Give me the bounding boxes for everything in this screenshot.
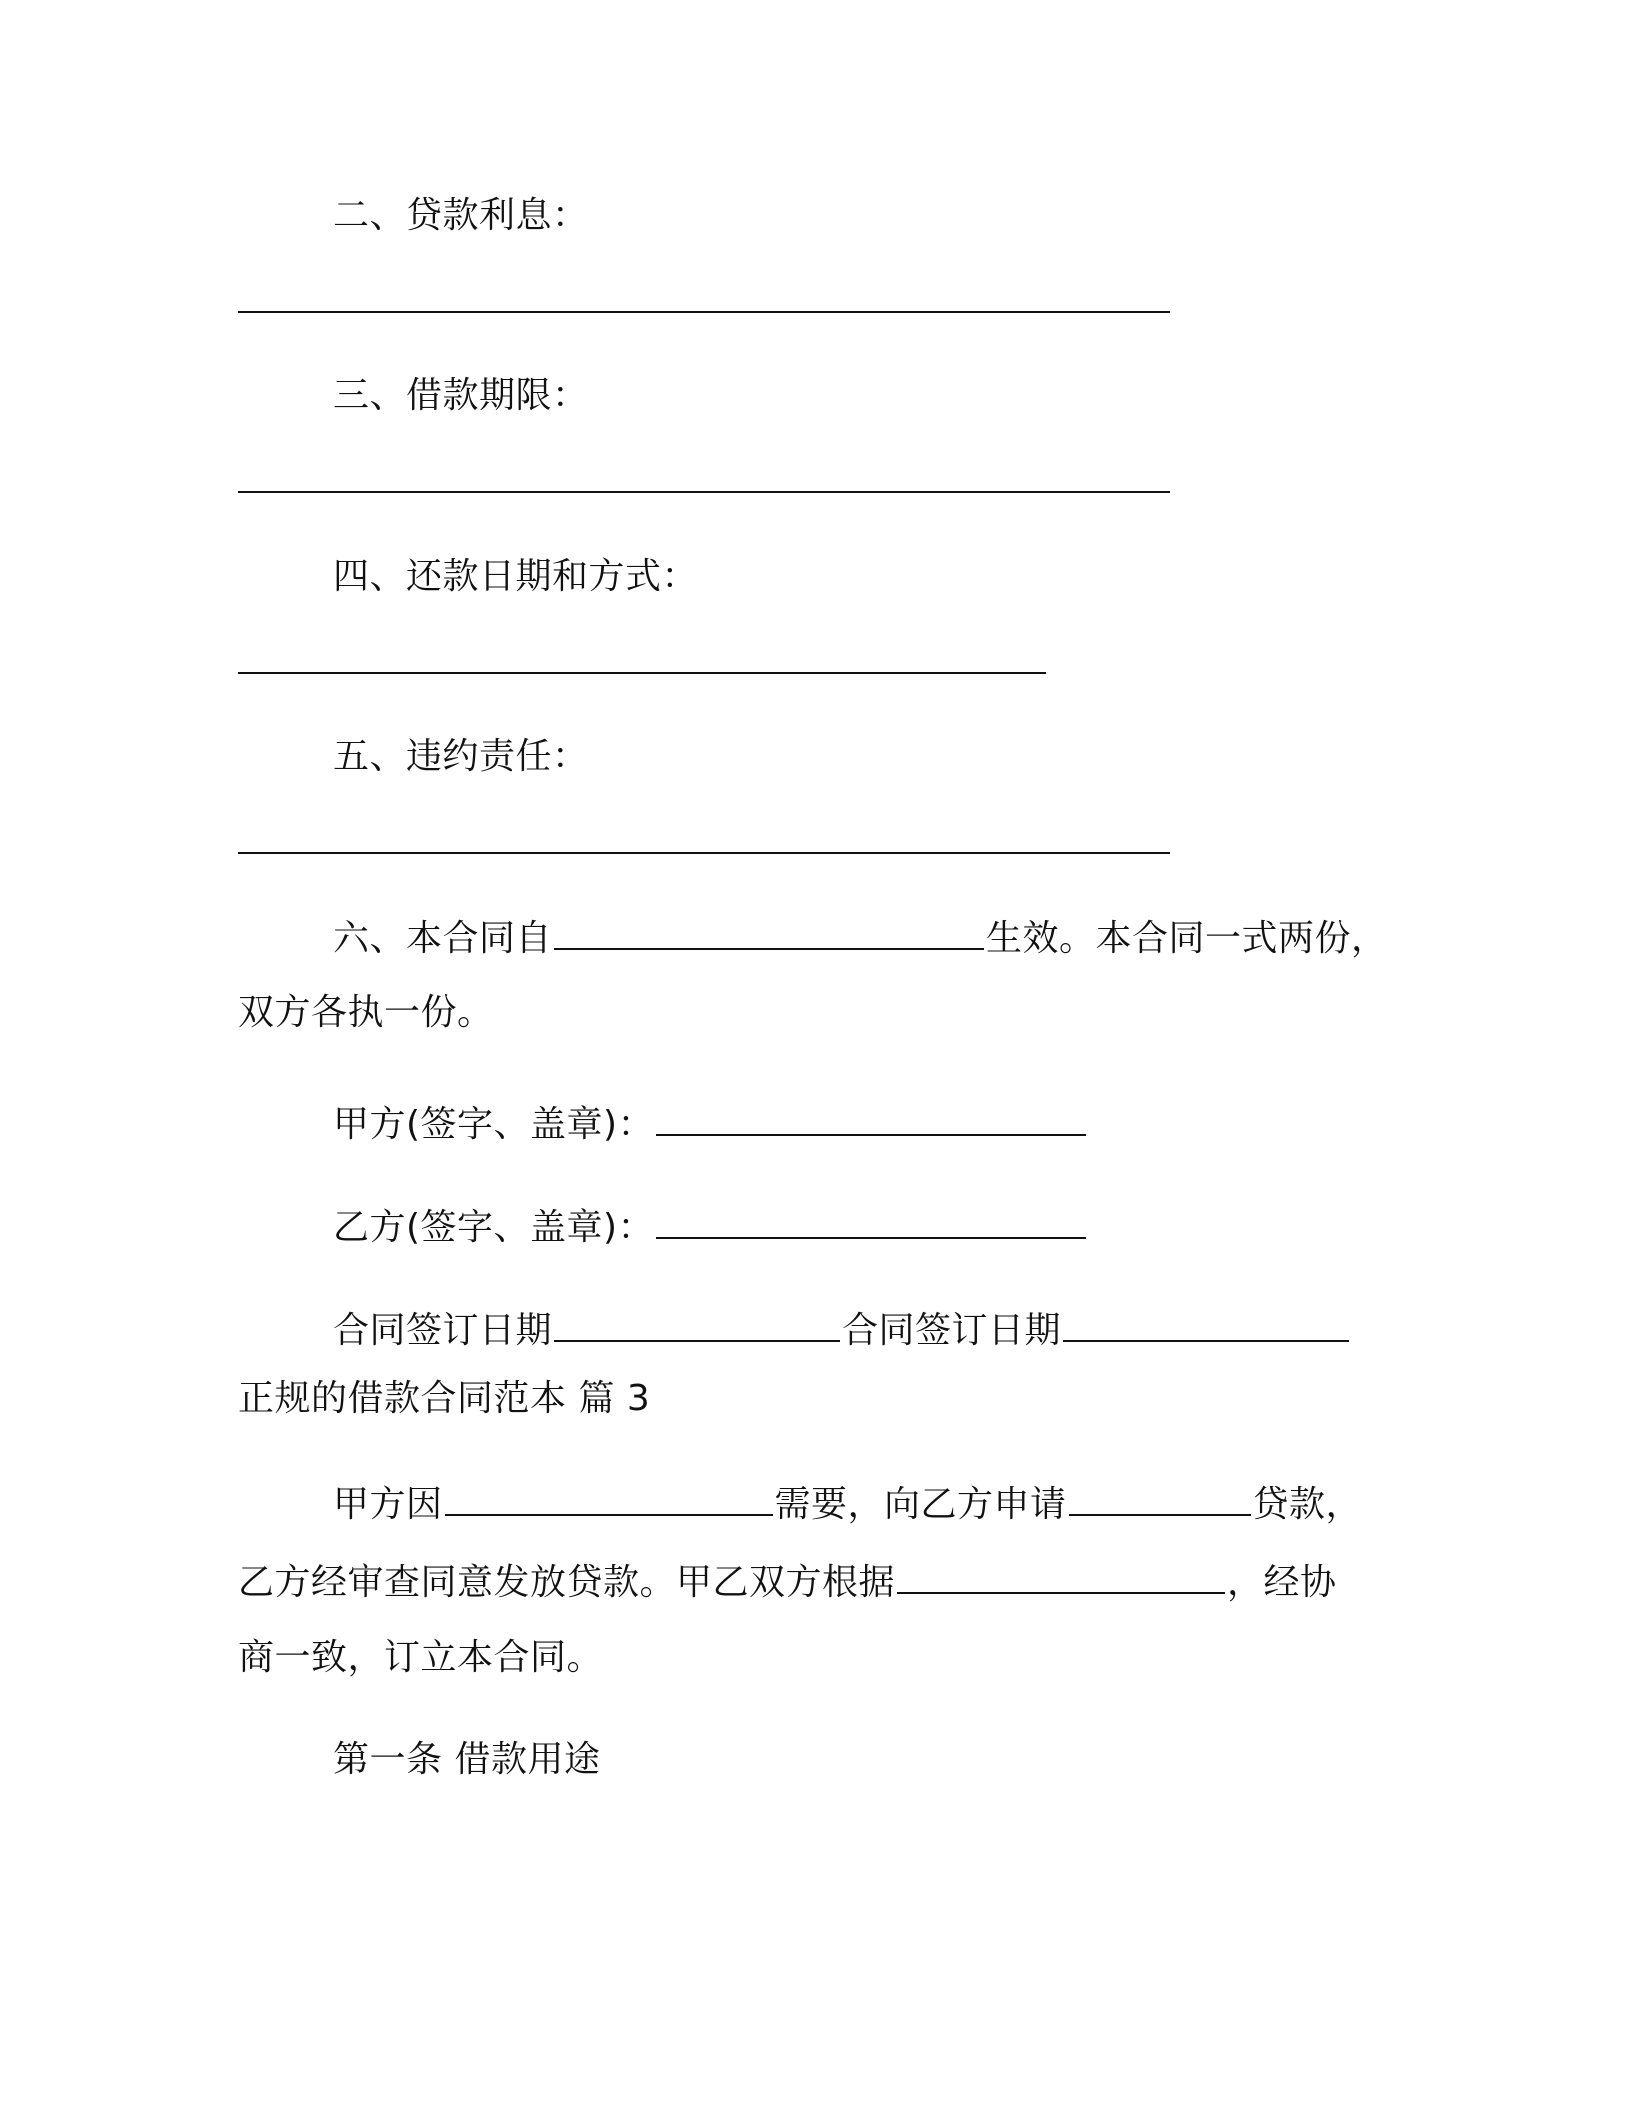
- effective-clause-line-1: [333, 914, 1388, 961]
- sign-date-label-2: 合同签订日期: [842, 1310, 1062, 1351]
- sign-dates: [333, 1306, 1351, 1353]
- party-a-label: 甲方(签字、盖章)：: [333, 1104, 655, 1145]
- section-title: 正规的借款合同范本 篇 3: [238, 1378, 651, 1419]
- breach-heading: 五、违约责任：: [333, 736, 589, 777]
- sign-date-label-1: 合同签订日期: [333, 1310, 553, 1351]
- interest-heading: 二、贷款利息：: [333, 195, 589, 236]
- effective-clause-middle: 生效。本合同一式两份，: [986, 918, 1388, 959]
- purpose-blank: [445, 1480, 773, 1516]
- party-b-signature: [333, 1203, 1088, 1250]
- basis-blank: [897, 1558, 1225, 1594]
- intro-prefix: 甲方因: [333, 1484, 443, 1525]
- party-a-signature-blank: [656, 1100, 1086, 1136]
- breach-blank-line: [238, 852, 1170, 854]
- effective-clause-line-2: 双方各执一份。: [238, 992, 494, 1033]
- term-heading: 三、借款期限：: [333, 375, 589, 416]
- intro-line-2-suffix: ，经协: [1227, 1562, 1337, 1603]
- loan-amount-blank: [1069, 1480, 1251, 1516]
- sign-date-blank-1: [554, 1306, 840, 1342]
- intro-line-1: [333, 1480, 1362, 1527]
- intro-mid: 需要，向乙方申请: [774, 1484, 1067, 1525]
- effective-date-blank: [554, 914, 984, 950]
- party-b-label: 乙方(签字、盖章)：: [333, 1207, 655, 1248]
- sign-date-blank-2: [1063, 1306, 1349, 1342]
- intro-line-3: 商一致，订立本合同。: [238, 1637, 604, 1678]
- party-a-signature: [333, 1100, 1088, 1147]
- article-1-heading: 第一条 借款用途: [333, 1739, 601, 1780]
- repayment-blank-line: [238, 672, 1046, 674]
- term-blank-line: [238, 491, 1170, 493]
- repayment-heading: 四、还款日期和方式：: [333, 556, 699, 597]
- intro-line-2-prefix: 乙方经审查同意发放贷款。甲乙双方根据: [238, 1562, 896, 1603]
- interest-blank-line: [238, 311, 1170, 313]
- effective-clause-prefix: 六、本合同自: [333, 918, 553, 959]
- party-b-signature-blank: [656, 1203, 1086, 1239]
- intro-line-2: [238, 1558, 1337, 1605]
- intro-suffix: 贷款，: [1252, 1484, 1363, 1525]
